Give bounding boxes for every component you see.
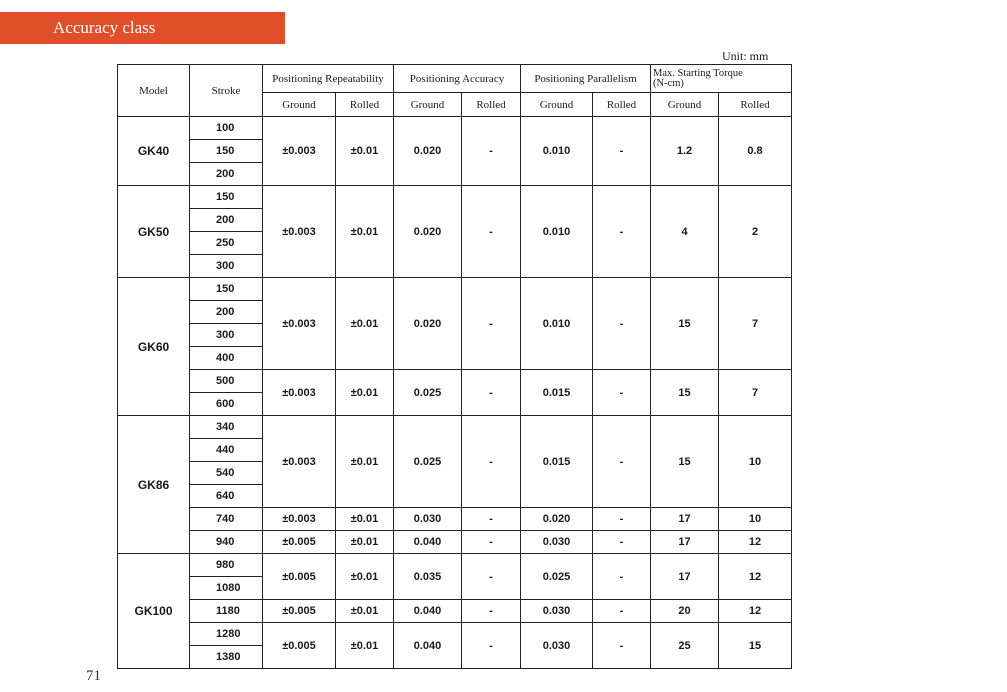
value-cell: 10 [719, 508, 792, 531]
stroke-cell: 300 [190, 324, 263, 347]
model-cell: GK40 [118, 117, 190, 186]
stroke-cell: 340 [190, 416, 263, 439]
header-torque: Max. Starting Torque (N-cm) [651, 65, 792, 93]
value-cell: - [593, 117, 651, 186]
value-cell: 0.015 [521, 416, 593, 508]
stroke-cell: 1080 [190, 577, 263, 600]
value-cell: - [462, 416, 521, 508]
value-cell: 4 [651, 186, 719, 278]
value-cell: - [462, 600, 521, 623]
value-cell: 15 [651, 278, 719, 370]
value-cell: 0.040 [394, 531, 462, 554]
value-cell: 7 [719, 370, 792, 416]
stroke-cell: 1280 [190, 623, 263, 646]
stroke-cell: 100 [190, 117, 263, 140]
value-cell: ±0.005 [263, 623, 336, 669]
value-cell: - [593, 186, 651, 278]
stroke-cell: 200 [190, 209, 263, 232]
value-cell: 0.030 [521, 531, 593, 554]
header-accuracy: Positioning Accuracy [394, 65, 521, 93]
value-cell: 15 [651, 370, 719, 416]
value-cell: - [593, 278, 651, 370]
value-cell: 12 [719, 554, 792, 600]
value-cell: 0.8 [719, 117, 792, 186]
subheader-rolled: Rolled [719, 93, 792, 117]
stroke-cell: 1180 [190, 600, 263, 623]
value-cell: - [462, 370, 521, 416]
value-cell: ±0.01 [336, 370, 394, 416]
value-cell: 0.020 [521, 508, 593, 531]
value-cell: ±0.005 [263, 554, 336, 600]
value-cell: ±0.01 [336, 623, 394, 669]
value-cell: 20 [651, 600, 719, 623]
header-stroke: Stroke [190, 65, 263, 117]
value-cell: ±0.01 [336, 600, 394, 623]
value-cell: - [462, 508, 521, 531]
value-cell: 7 [719, 278, 792, 370]
value-cell: - [462, 623, 521, 669]
subheader-ground: Ground [394, 93, 462, 117]
value-cell: 1.2 [651, 117, 719, 186]
value-cell: 17 [651, 508, 719, 531]
subheader-ground: Ground [651, 93, 719, 117]
value-cell: ±0.003 [263, 508, 336, 531]
model-cell: GK86 [118, 416, 190, 554]
value-cell: 0.020 [394, 117, 462, 186]
value-cell: ±0.01 [336, 278, 394, 370]
value-cell: 12 [719, 531, 792, 554]
stroke-cell: 300 [190, 255, 263, 278]
header-model: Model [118, 65, 190, 117]
header-parallelism: Positioning Parallelism [521, 65, 651, 93]
value-cell: 0.010 [521, 278, 593, 370]
subheader-rolled: Rolled [593, 93, 651, 117]
value-cell: 0.030 [521, 623, 593, 669]
stroke-cell: 400 [190, 347, 263, 370]
stroke-cell: 150 [190, 278, 263, 301]
value-cell: 15 [651, 416, 719, 508]
value-cell: ±0.01 [336, 508, 394, 531]
value-cell: - [593, 600, 651, 623]
value-cell: 0.040 [394, 600, 462, 623]
stroke-cell: 200 [190, 301, 263, 324]
stroke-cell: 540 [190, 462, 263, 485]
stroke-cell: 200 [190, 163, 263, 186]
value-cell: 0.025 [521, 554, 593, 600]
value-cell: 25 [651, 623, 719, 669]
value-cell: 12 [719, 600, 792, 623]
unit-label: Unit: mm [722, 49, 769, 63]
value-cell: 2 [719, 186, 792, 278]
model-cell: GK100 [118, 554, 190, 669]
value-cell: 0.030 [394, 508, 462, 531]
subheader-ground: Ground [521, 93, 593, 117]
model-cell: GK50 [118, 186, 190, 278]
value-cell: - [593, 531, 651, 554]
value-cell: 0.025 [394, 370, 462, 416]
accuracy-table [117, 64, 792, 669]
value-cell: 0.030 [521, 600, 593, 623]
value-cell: - [462, 186, 521, 278]
stroke-cell: 440 [190, 439, 263, 462]
value-cell: - [462, 117, 521, 186]
subheader-ground: Ground [263, 93, 336, 117]
value-cell: ±0.003 [263, 117, 336, 186]
value-cell: 0.010 [521, 117, 593, 186]
value-cell: - [593, 623, 651, 669]
value-cell: ±0.01 [336, 554, 394, 600]
subheader-rolled: Rolled [336, 93, 394, 117]
stroke-cell: 940 [190, 531, 263, 554]
stroke-cell: 500 [190, 370, 263, 393]
value-cell: ±0.003 [263, 370, 336, 416]
value-cell: ±0.003 [263, 186, 336, 278]
header-repeatability: Positioning Repeatability [263, 65, 394, 93]
value-cell: 0.015 [521, 370, 593, 416]
stroke-cell: 740 [190, 508, 263, 531]
stroke-cell: 150 [190, 140, 263, 163]
value-cell: 0.035 [394, 554, 462, 600]
value-cell: 0.020 [394, 278, 462, 370]
value-cell: ±0.01 [336, 531, 394, 554]
value-cell: ±0.01 [336, 416, 394, 508]
value-cell: - [462, 278, 521, 370]
value-cell: 0.010 [521, 186, 593, 278]
stroke-cell: 640 [190, 485, 263, 508]
value-cell: 15 [719, 623, 792, 669]
value-cell: ±0.003 [263, 278, 336, 370]
stroke-cell: 250 [190, 232, 263, 255]
value-cell: 0.040 [394, 623, 462, 669]
value-cell: ±0.003 [263, 416, 336, 508]
value-cell: 17 [651, 531, 719, 554]
value-cell: - [593, 508, 651, 531]
page-number: 71 [86, 668, 101, 684]
value-cell: 0.020 [394, 186, 462, 278]
value-cell: - [593, 370, 651, 416]
stroke-cell: 600 [190, 393, 263, 416]
value-cell: 17 [651, 554, 719, 600]
value-cell: ±0.005 [263, 600, 336, 623]
subheader-rolled: Rolled [462, 93, 521, 117]
value-cell: 10 [719, 416, 792, 508]
value-cell: - [593, 554, 651, 600]
stroke-cell: 150 [190, 186, 263, 209]
value-cell: - [462, 531, 521, 554]
stroke-cell: 980 [190, 554, 263, 577]
stroke-cell: 1380 [190, 646, 263, 669]
value-cell: ±0.01 [336, 186, 394, 278]
value-cell: ±0.01 [336, 117, 394, 186]
section-title: Accuracy class [0, 12, 285, 44]
value-cell: - [462, 554, 521, 600]
value-cell: ±0.005 [263, 531, 336, 554]
value-cell: 0.025 [394, 416, 462, 508]
model-cell: GK60 [118, 278, 190, 416]
value-cell: - [593, 416, 651, 508]
